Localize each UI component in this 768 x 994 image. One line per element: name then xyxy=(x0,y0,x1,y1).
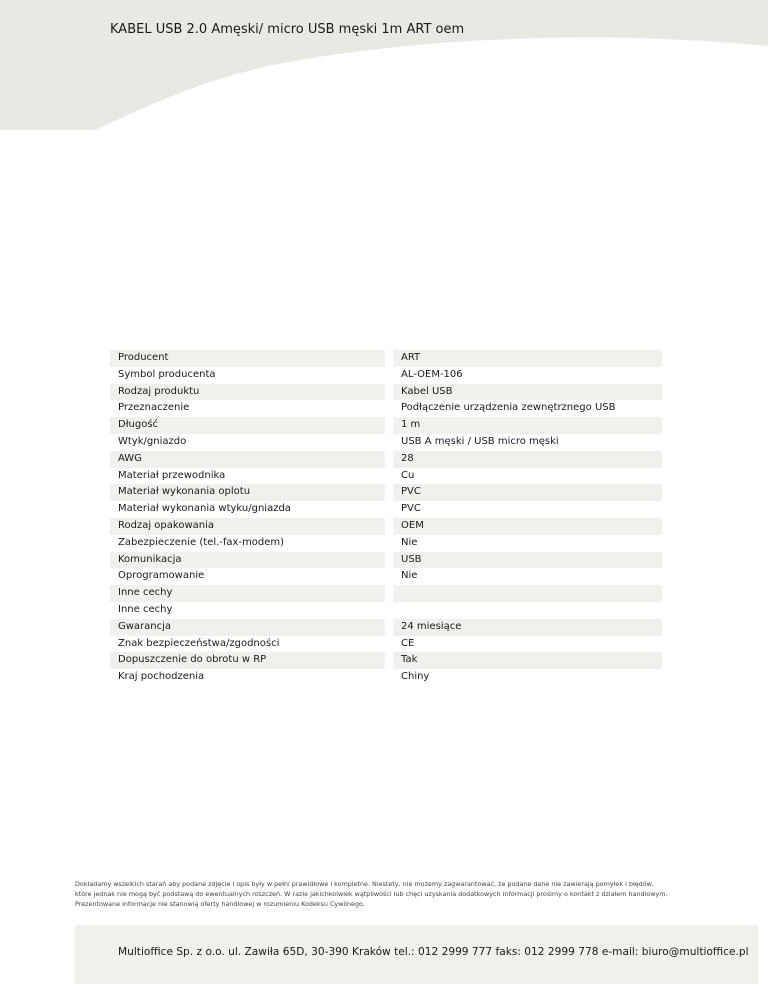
spec-gap xyxy=(385,384,393,401)
spec-gap xyxy=(385,434,393,451)
spec-label: Gwarancja xyxy=(110,619,385,636)
spec-row xyxy=(110,400,662,417)
spec-row xyxy=(110,417,662,434)
spec-value: OEM xyxy=(393,518,662,535)
spec-gap xyxy=(385,636,393,653)
spec-label: Materiał przewodnika xyxy=(110,468,385,485)
spec-row xyxy=(110,367,662,384)
spec-gap xyxy=(385,585,393,602)
spec-value: 24 miesiące xyxy=(393,619,662,636)
disclaimer xyxy=(75,879,715,909)
spec-value: 28 xyxy=(393,451,662,468)
spec-row xyxy=(110,636,662,653)
spec-gap xyxy=(385,552,393,569)
disclaimer-line: które jednak nie mogą być podstawą do ewentualnych roszczeń. W razie jakichkolwiek wątpliwości lub chęci uzyskania dodatkowych informacji prosimy o kontakt z działem handlowym. xyxy=(75,890,668,898)
disclaimer-line: Dokładamy wszelkich starań aby podane zdjęcie i opis były w pełni prawidłowe i kompletne. Niestety, nie możemy zagwarantować, że podane dane nie zawierają pomyłek i błędów, xyxy=(75,880,654,888)
disclaimer-line: Prezentowane informacje nie stanowią oferty handlowej w rozumieniu Kodeksu Cywilnego. xyxy=(75,900,365,908)
footer-box xyxy=(75,925,758,984)
spec-row xyxy=(110,451,662,468)
spec-row xyxy=(110,501,662,518)
spec-label: Producent xyxy=(110,350,385,367)
spec-label: Materiał wykonania oplotu xyxy=(110,484,385,501)
spec-label: Symbol producenta xyxy=(110,367,385,384)
spec-row xyxy=(110,602,662,619)
spec-gap xyxy=(385,602,393,619)
spec-gap xyxy=(385,451,393,468)
spec-row xyxy=(110,484,662,501)
spec-gap xyxy=(385,652,393,669)
spec-row xyxy=(110,434,662,451)
spec-value: CE xyxy=(393,636,662,653)
spec-value: Chiny xyxy=(393,669,662,686)
spec-label: Znak bezpieczeństwa/zgodności xyxy=(110,636,385,653)
spec-value: USB A męski / USB micro męski xyxy=(393,434,662,451)
spec-label: Zabezpieczenie (tel.-fax-modem) xyxy=(110,535,385,552)
spec-value: PVC xyxy=(393,484,662,501)
spec-table-body xyxy=(110,350,662,686)
spec-label: Wtyk/gniazdo xyxy=(110,434,385,451)
spec-value: Nie xyxy=(393,568,662,585)
spec-gap xyxy=(385,669,393,686)
spec-gap xyxy=(385,468,393,485)
spec-gap xyxy=(385,350,393,367)
spec-gap xyxy=(385,417,393,434)
footer-contact: Multioffice Sp. z o.o. ul. Zawiła 65D, 30-390 Kraków tel.: 012 2999 777 faks: 012 2999 778 e-mail: biuro@multioffice.pl xyxy=(118,946,749,958)
spec-value: Nie xyxy=(393,535,662,552)
spec-label: Inne cechy xyxy=(110,585,385,602)
spec-value: AL-OEM-106 xyxy=(393,367,662,384)
spec-value xyxy=(393,585,662,602)
spec-gap xyxy=(385,400,393,417)
spec-label: Rodzaj produktu xyxy=(110,384,385,401)
spec-label: Kraj pochodzenia xyxy=(110,669,385,686)
spec-gap xyxy=(385,501,393,518)
spec-label: Przeznaczenie xyxy=(110,400,385,417)
spec-value xyxy=(393,602,662,619)
spec-label: Komunikacja xyxy=(110,552,385,569)
spec-value: Tak xyxy=(393,652,662,669)
spec-value: ART xyxy=(393,350,662,367)
spec-table xyxy=(110,350,662,686)
spec-label: Oprogramowanie xyxy=(110,568,385,585)
spec-row xyxy=(110,669,662,686)
spec-gap xyxy=(385,619,393,636)
page-title: KABEL USB 2.0 Amęski/ micro USB męski 1m ART oem xyxy=(110,22,465,37)
spec-value: Podłączenie urządzenia zewnętrznego USB xyxy=(393,400,662,417)
spec-gap xyxy=(385,484,393,501)
spec-value: 1 m xyxy=(393,417,662,434)
spec-label: Materiał wykonania wtyku/gniazda xyxy=(110,501,385,518)
spec-row xyxy=(110,585,662,602)
spec-row xyxy=(110,568,662,585)
spec-label: Długość xyxy=(110,417,385,434)
spec-label: Dopuszczenie do obrotu w RP xyxy=(110,652,385,669)
spec-value: Kabel USB xyxy=(393,384,662,401)
spec-value: Cu xyxy=(393,468,662,485)
spec-value: PVC xyxy=(393,501,662,518)
header-swoosh xyxy=(0,0,768,130)
spec-row xyxy=(110,552,662,569)
spec-label: AWG xyxy=(110,451,385,468)
spec-row xyxy=(110,652,662,669)
spec-gap xyxy=(385,535,393,552)
spec-value: USB xyxy=(393,552,662,569)
spec-row xyxy=(110,518,662,535)
spec-label: Rodzaj opakowania xyxy=(110,518,385,535)
spec-row xyxy=(110,468,662,485)
spec-label: Inne cechy xyxy=(110,602,385,619)
spec-row xyxy=(110,350,662,367)
header-band-shape xyxy=(0,0,768,130)
spec-row xyxy=(110,619,662,636)
spec-row xyxy=(110,535,662,552)
spec-gap xyxy=(385,518,393,535)
spec-gap xyxy=(385,367,393,384)
spec-row xyxy=(110,384,662,401)
spec-gap xyxy=(385,568,393,585)
